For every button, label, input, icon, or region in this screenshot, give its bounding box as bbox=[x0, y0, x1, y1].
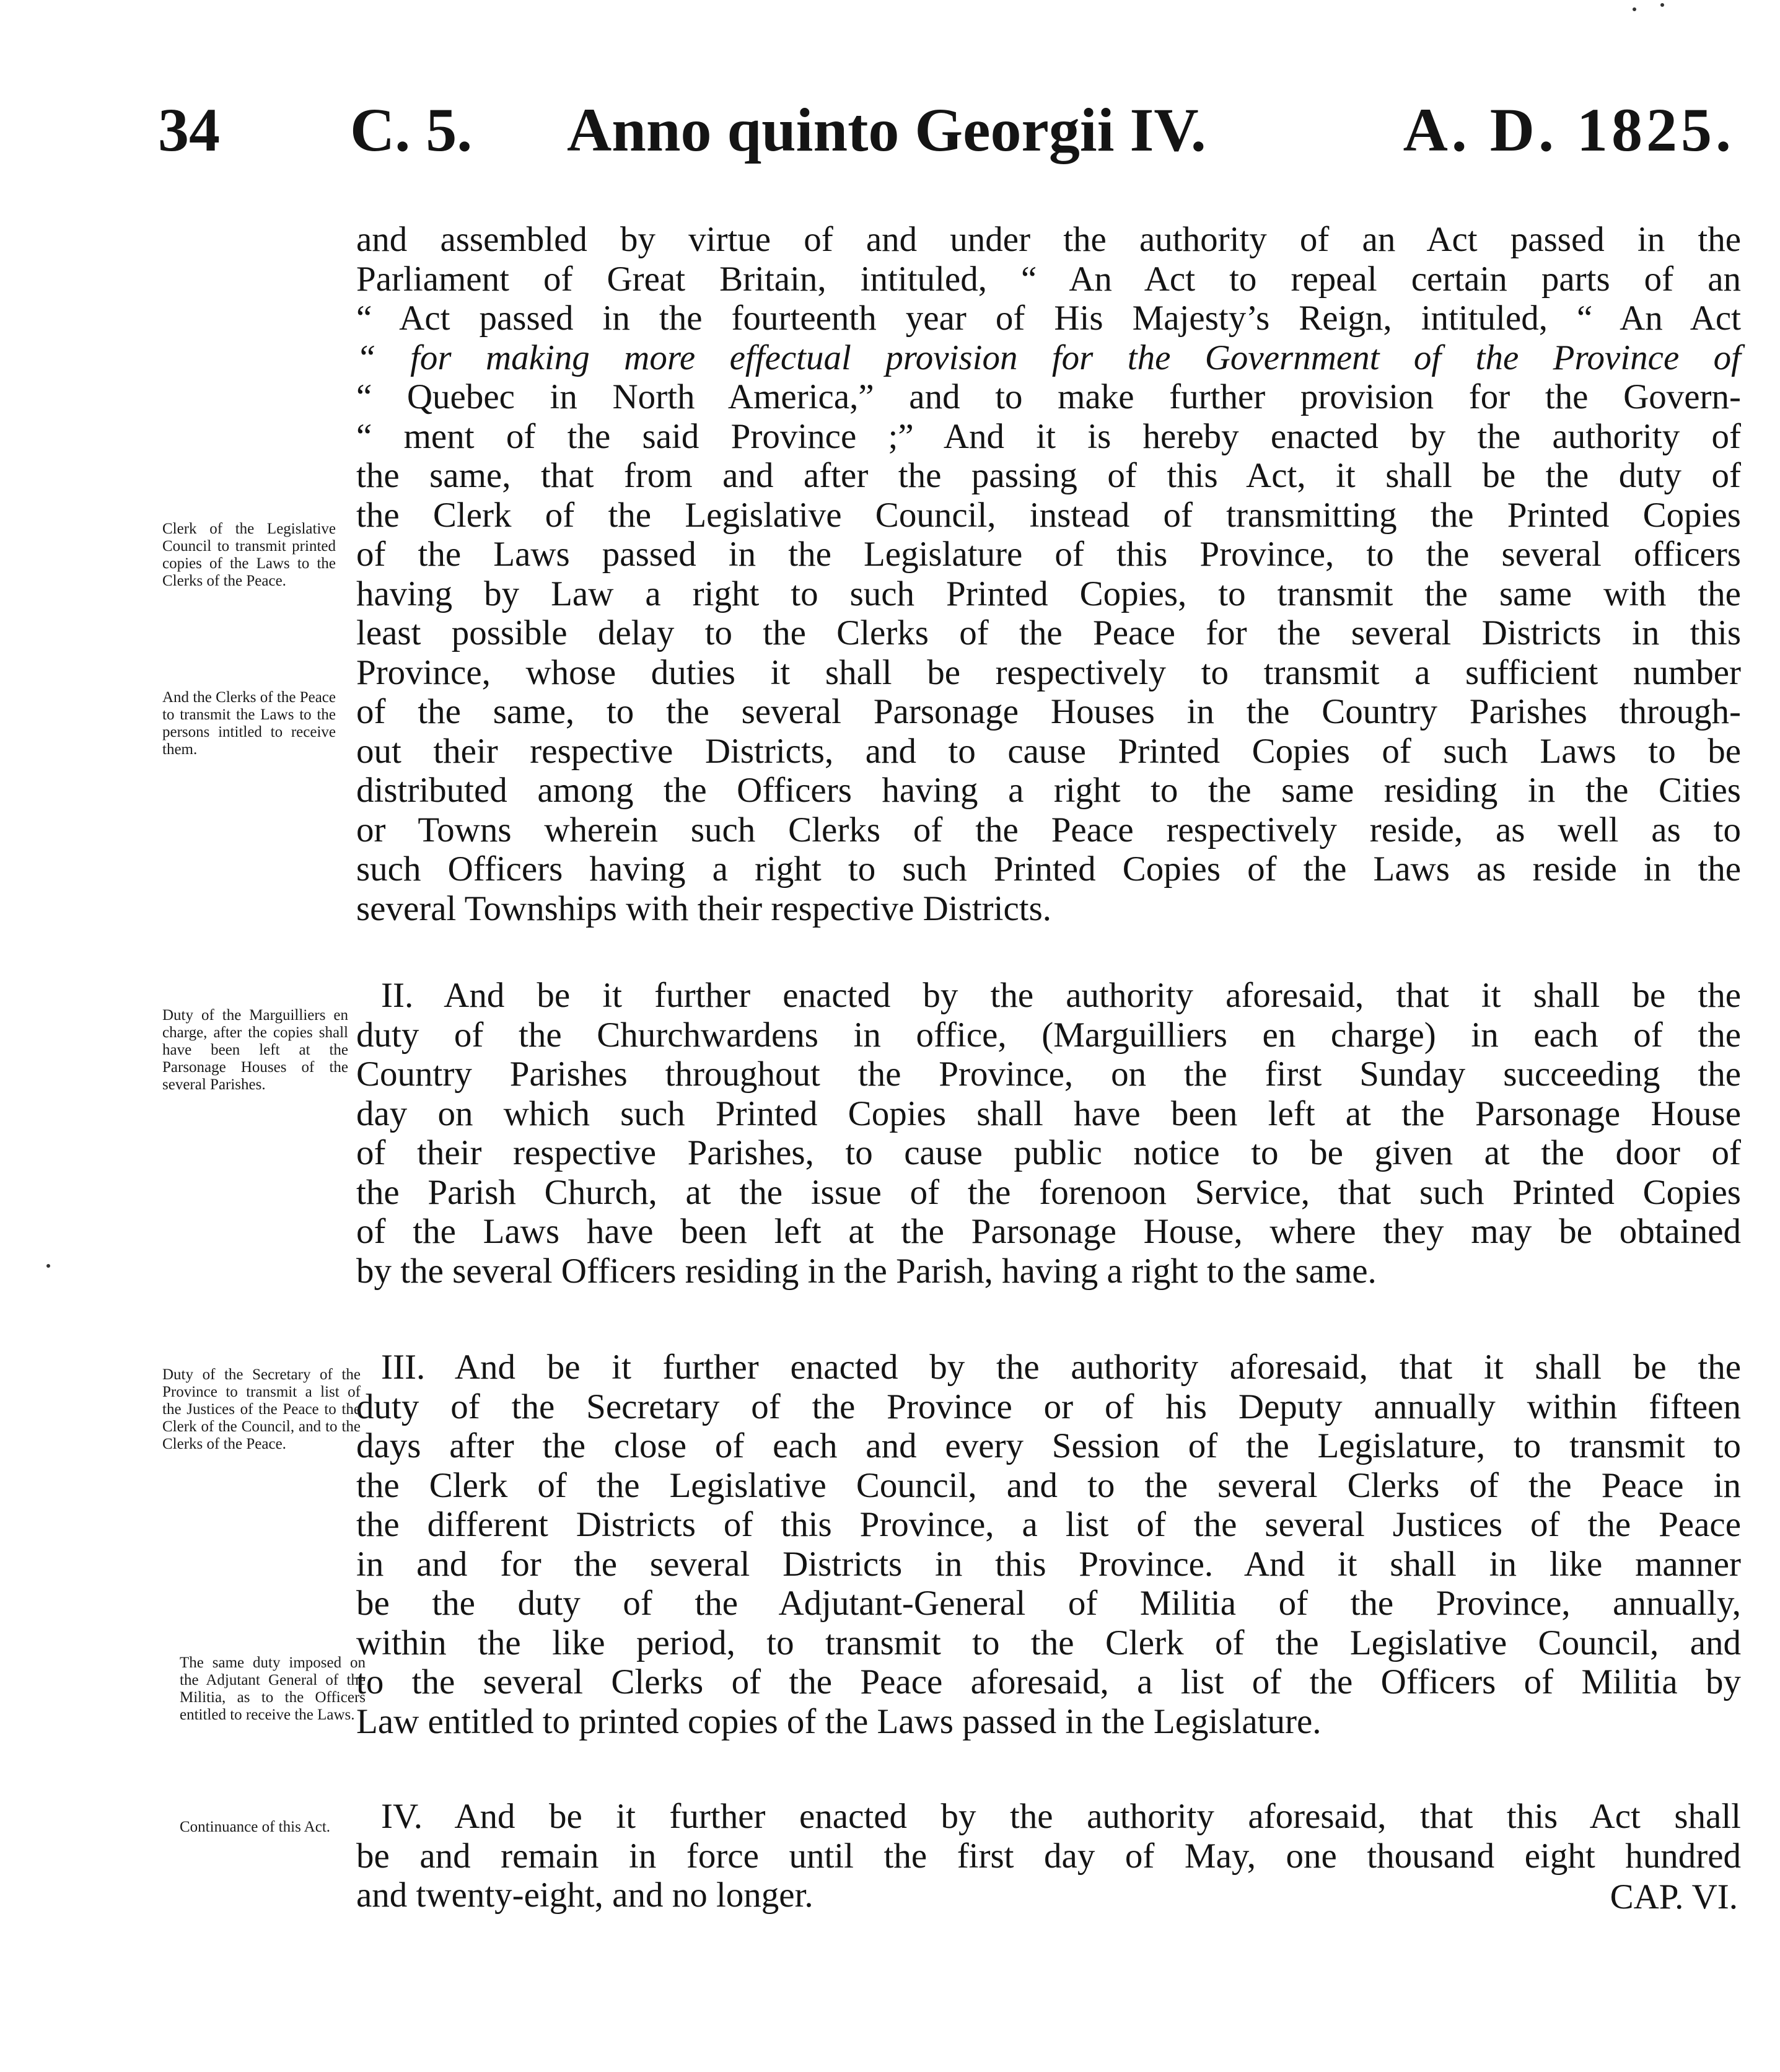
scan-speck bbox=[1633, 7, 1636, 11]
chapter-number: C. 5. bbox=[350, 95, 473, 164]
text-line: “ Act passed in the fourteenth year of His Majesty’s Reign, intituled, “ An Act bbox=[356, 299, 1741, 338]
margin-note-marguilliers: Duty of the Marguilliers en charge, after the copies shall have been left at the Parsonage Houses of the several Parishes. bbox=[162, 1007, 348, 1093]
page-number: 34 bbox=[158, 95, 220, 164]
text-line: to the several Clerks of the Peace aforesaid, a list of the Officers of Militia by bbox=[356, 1662, 1741, 1701]
text-line: of the Laws have been left at the Parsonage House, where they may be obtained bbox=[356, 1212, 1741, 1251]
text-line: of the Laws passed in the Legislature of this Province, to the several officers bbox=[356, 535, 1741, 574]
text-line: duty of the Churchwardens in office, (Marguilliers en charge) in each of the bbox=[356, 1015, 1741, 1055]
text-line: be the duty of the Adjutant-General of Militia of the Province, annually, bbox=[356, 1584, 1741, 1623]
text-line: least possible delay to the Clerks of the Peace for the several Districts in this bbox=[356, 613, 1741, 652]
scan-speck bbox=[46, 1264, 50, 1268]
text-line: the Clerk of the Legislative Council, and to the several Clerks of the Peace in bbox=[356, 1465, 1741, 1505]
text-line: and assembled by virtue of and under the authority of an Act passed in the bbox=[356, 220, 1741, 259]
text-line: distributed among the Officers having a right to the same residing in the Cities bbox=[356, 771, 1741, 810]
text-line: II. And be it further enacted by the authority aforesaid, that it shall be the bbox=[381, 976, 1741, 1015]
section-3 bbox=[356, 1348, 1741, 1741]
scan-speck bbox=[1660, 3, 1664, 7]
text-line: Law entitled to printed copies of the Laws passed in the Legislature. bbox=[356, 1701, 1322, 1741]
text-line: III. And be it further enacted by the authority aforesaid, that it shall be the bbox=[381, 1348, 1741, 1387]
section-4 bbox=[356, 1797, 1741, 1915]
catchword: CAP. VI. bbox=[1610, 1877, 1738, 1916]
text-line: Country Parishes throughout the Province, on the first Sunday succeeding the bbox=[356, 1055, 1741, 1094]
text-line: the Parish Church, at the issue of the forenoon Service, that such Printed Copies bbox=[356, 1172, 1741, 1212]
text-line: out their respective Districts, and to cause Printed Copies of such Laws to be bbox=[356, 731, 1741, 771]
text-line: day on which such Printed Copies shall have been left at the Parsonage House bbox=[356, 1094, 1741, 1133]
year: A. D. 1825. bbox=[1403, 95, 1735, 164]
regnal-title: Anno quinto Georgii IV. bbox=[567, 95, 1206, 164]
text-line: “ for making more effectual provision for the Government of the Province of bbox=[356, 338, 1741, 377]
text-line: “ Quebec in North America,” and to make further provision for the Govern- bbox=[356, 377, 1741, 416]
margin-note-clerks-peace: And the Clerks of the Peace to transmit the Laws to the persons intitled to receive them. bbox=[162, 689, 336, 758]
margin-note-continuance: Continuance of this Act. bbox=[180, 1819, 331, 1835]
text-line: Province, whose duties it shall be respectively to transmit a sufficient number bbox=[356, 652, 1741, 692]
text-line: days after the close of each and every Session of the Legislature, to transmit to bbox=[356, 1426, 1741, 1465]
margin-note-adjutant: The same duty imposed on the Adjutant General of the Militia, as to the Officers entitled to receive the Laws. bbox=[180, 1654, 366, 1723]
text-line: of the same, to the several Parsonage Houses in the Country Parishes through- bbox=[356, 692, 1741, 731]
running-header bbox=[158, 87, 1735, 173]
margin-note-clerk-council: Clerk of the Legislative Council to transmit printed copies of the Laws to the Clerks of the Peace. bbox=[162, 520, 336, 589]
text-line: several Townships with their respective Districts. bbox=[356, 889, 1052, 928]
text-line: within the like period, to transmit to the Clerk of the Legislative Council, and bbox=[356, 1623, 1741, 1662]
margin-note-secretary: Duty of the Secretary of the Province to transmit a list of the Justices of the Peace to the Clerk of the Council, and to the Clerks of the Peace. bbox=[162, 1366, 361, 1452]
text-line: the same, that from and after the passing of this Act, it shall be the duty of bbox=[356, 456, 1741, 495]
text-line: having by Law a right to such Printed Copies, to transmit the same with the bbox=[356, 574, 1741, 613]
section-2 bbox=[356, 976, 1741, 1291]
text-line: IV. And be it further enacted by the authority aforesaid, that this Act shall bbox=[381, 1797, 1741, 1836]
text-line: in and for the several Districts in this Province. And it shall in like manner bbox=[356, 1544, 1741, 1584]
text-line: duty of the Secretary of the Province or of his Deputy annually within fifteen bbox=[356, 1387, 1741, 1426]
text-line: such Officers having a right to such Printed Copies of the Laws as reside in the bbox=[356, 849, 1741, 889]
text-line: Parliament of Great Britain, intituled, “ An Act to repeal certain parts of an bbox=[356, 259, 1741, 299]
text-line: the different Districts of this Province, a list of the several Justices of the Peace bbox=[356, 1505, 1741, 1544]
section-intro bbox=[356, 220, 1741, 928]
text-line: “ ment of the said Province ;” And it is hereby enacted by the authority of bbox=[356, 416, 1741, 456]
text-line: the Clerk of the Legislative Council, instead of transmitting the Printed Copies bbox=[356, 495, 1741, 535]
text-line: of their respective Parishes, to cause public notice to be given at the door of bbox=[356, 1133, 1741, 1172]
text-line: and twenty-eight, and no longer. bbox=[356, 1876, 813, 1915]
text-line: be and remain in force until the first day of May, one thousand eight hundred bbox=[356, 1836, 1741, 1876]
text-line: or Towns wherein such Clerks of the Peace respectively reside, as well as to bbox=[356, 810, 1741, 849]
text-line: by the several Officers residing in the Parish, having a right to the same. bbox=[356, 1251, 1377, 1291]
